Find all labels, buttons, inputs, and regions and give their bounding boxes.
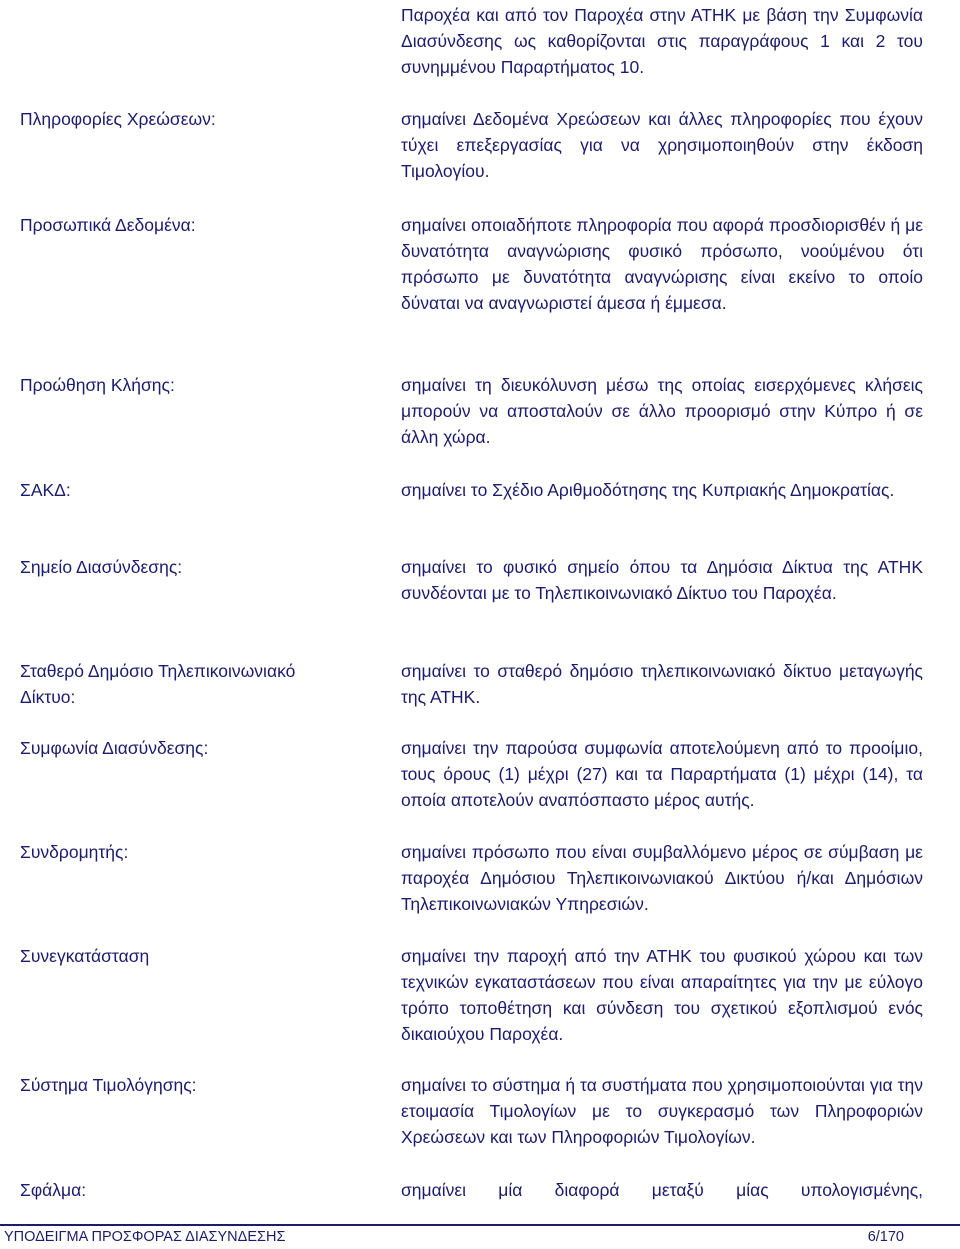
- definition-description: σημαίνει το φυσικό σημείο όπου τα Δημόσια Δίκτυα της ΑΤΗΚ συνδέονται με το Τηλεπικοινωνιακό Δίκτυο του Παροχέα.: [401, 557, 923, 603]
- footer-title: ΥΠΟΔΕΙΓΜΑ ΠΡΟΣΦΟΡΑΣ ΔΙΑΣΥΝΔΕΣΗΣ: [4, 1229, 286, 1245]
- definition-description: σημαίνει μία διαφορά μεταξύ μίας υπολογισμένης,: [401, 1180, 923, 1200]
- definition-term: Προώθηση Κλήσης:: [20, 375, 175, 395]
- definition-term: Συμφωνία Διασύνδεσης:: [20, 738, 209, 758]
- definition-term: Σύστημα Τιμολόγησης:: [20, 1075, 197, 1095]
- page-number: 6/170: [867, 1229, 904, 1245]
- definition-term: Σταθερό Δημόσιο Τηλεπικοινωνιακό Δίκτυο:: [20, 661, 296, 707]
- definition-description: σημαίνει την παρούσα συμφωνία αποτελούμενη από το προοίμιο, τους όρους (1) μέχρι (27) και τα Παραρτήματα (1) μέχρι (14), τα οποία αποτελούν αναπόσπαστο μέρος αυτής.: [401, 738, 923, 810]
- definition-term: Συνδρομητής:: [20, 842, 129, 862]
- definition-term: Συνεγκατάσταση: [20, 946, 150, 966]
- page-footer: [0, 1222, 960, 1249]
- definition-description: σημαίνει το Σχέδιο Αριθμοδότησης της Κυπριακής Δημοκρατίας.: [401, 480, 895, 500]
- definition-description: σημαίνει τη διευκόλυνση μέσω της οποίας εισερχόμενες κλήσεις μπορούν να αποσταλούν σε άλλο προορισμό στην Κύπρο ή σε άλλη χώρα.: [401, 375, 923, 447]
- definition-term: Σημείο Διασύνδεσης:: [20, 557, 183, 577]
- definition-term: ΣΑΚΔ:: [20, 480, 71, 500]
- definition-description: σημαίνει Δεδομένα Χρεώσεων και άλλες πληροφορίες που έχουν τύχει επεξεργασίας για να χρησιμοποιηθούν στην έκδοση Τιμολογίου.: [401, 109, 923, 181]
- continuation-text: Παροχέα και από τον Παροχέα στην ΑΤΗΚ με βάση την Συμφωνία Διασύνδεσης ως καθορίζονται στις παραγράφους 1 και 2 του συνημμένου Παραρτήματος 10.: [401, 5, 923, 77]
- definition-term: Προσωπικά Δεδομένα:: [20, 215, 196, 235]
- footer-divider: [0, 1224, 960, 1226]
- definition-description: σημαίνει οποιαδήποτε πληροφορία που αφορά προσδιορισθέν ή με δυνατότητα αναγνώρισης φυσικό πρόσωπο, νοούμένου ότι πρόσωπο με δυνατότητα αναγνώρισης είναι εκείνο το οποίο δύναται να αναγνωριστεί άμεσα ή έμμεσα.: [401, 215, 923, 313]
- definition-description: σημαίνει πρόσωπο που είναι συμβαλλόμενο μέρος σε σύμβαση με παροχέα Δημόσιου Τηλεπικοινωνιακού Δικτύου ή/και Δημόσιων Τηλεπικοινωνιακών Υπηρεσιών.: [401, 842, 923, 914]
- definition-description: σημαίνει το σταθερό δημόσιο τηλεπικοινωνιακό δίκτυο μεταγωγής της ΑΤΗΚ.: [401, 661, 923, 707]
- definition-term: Πληροφορίες Χρεώσεων:: [20, 109, 216, 129]
- definition-description: σημαίνει το σύστημα ή τα συστήματα που χρησιμοποιούνται για την ετοιμασία Τιμολογίων με το συγκερασμό των Πληροφοριών Χρεώσεων και των Πληροφοριών Τιμολογίων.: [401, 1075, 923, 1147]
- definition-term: Σφάλμα:: [20, 1180, 87, 1200]
- definition-description: σημαίνει την παροχή από την ΑΤΗΚ του φυσικού χώρου και των τεχνικών εγκαταστάσεων που είναι απαραίτητες για την με εύλογο τρόπο τοποθέτηση και σύνδεση του σχετικού εξοπλισμού ενός δικαιούχου Παροχέα.: [401, 946, 923, 1044]
